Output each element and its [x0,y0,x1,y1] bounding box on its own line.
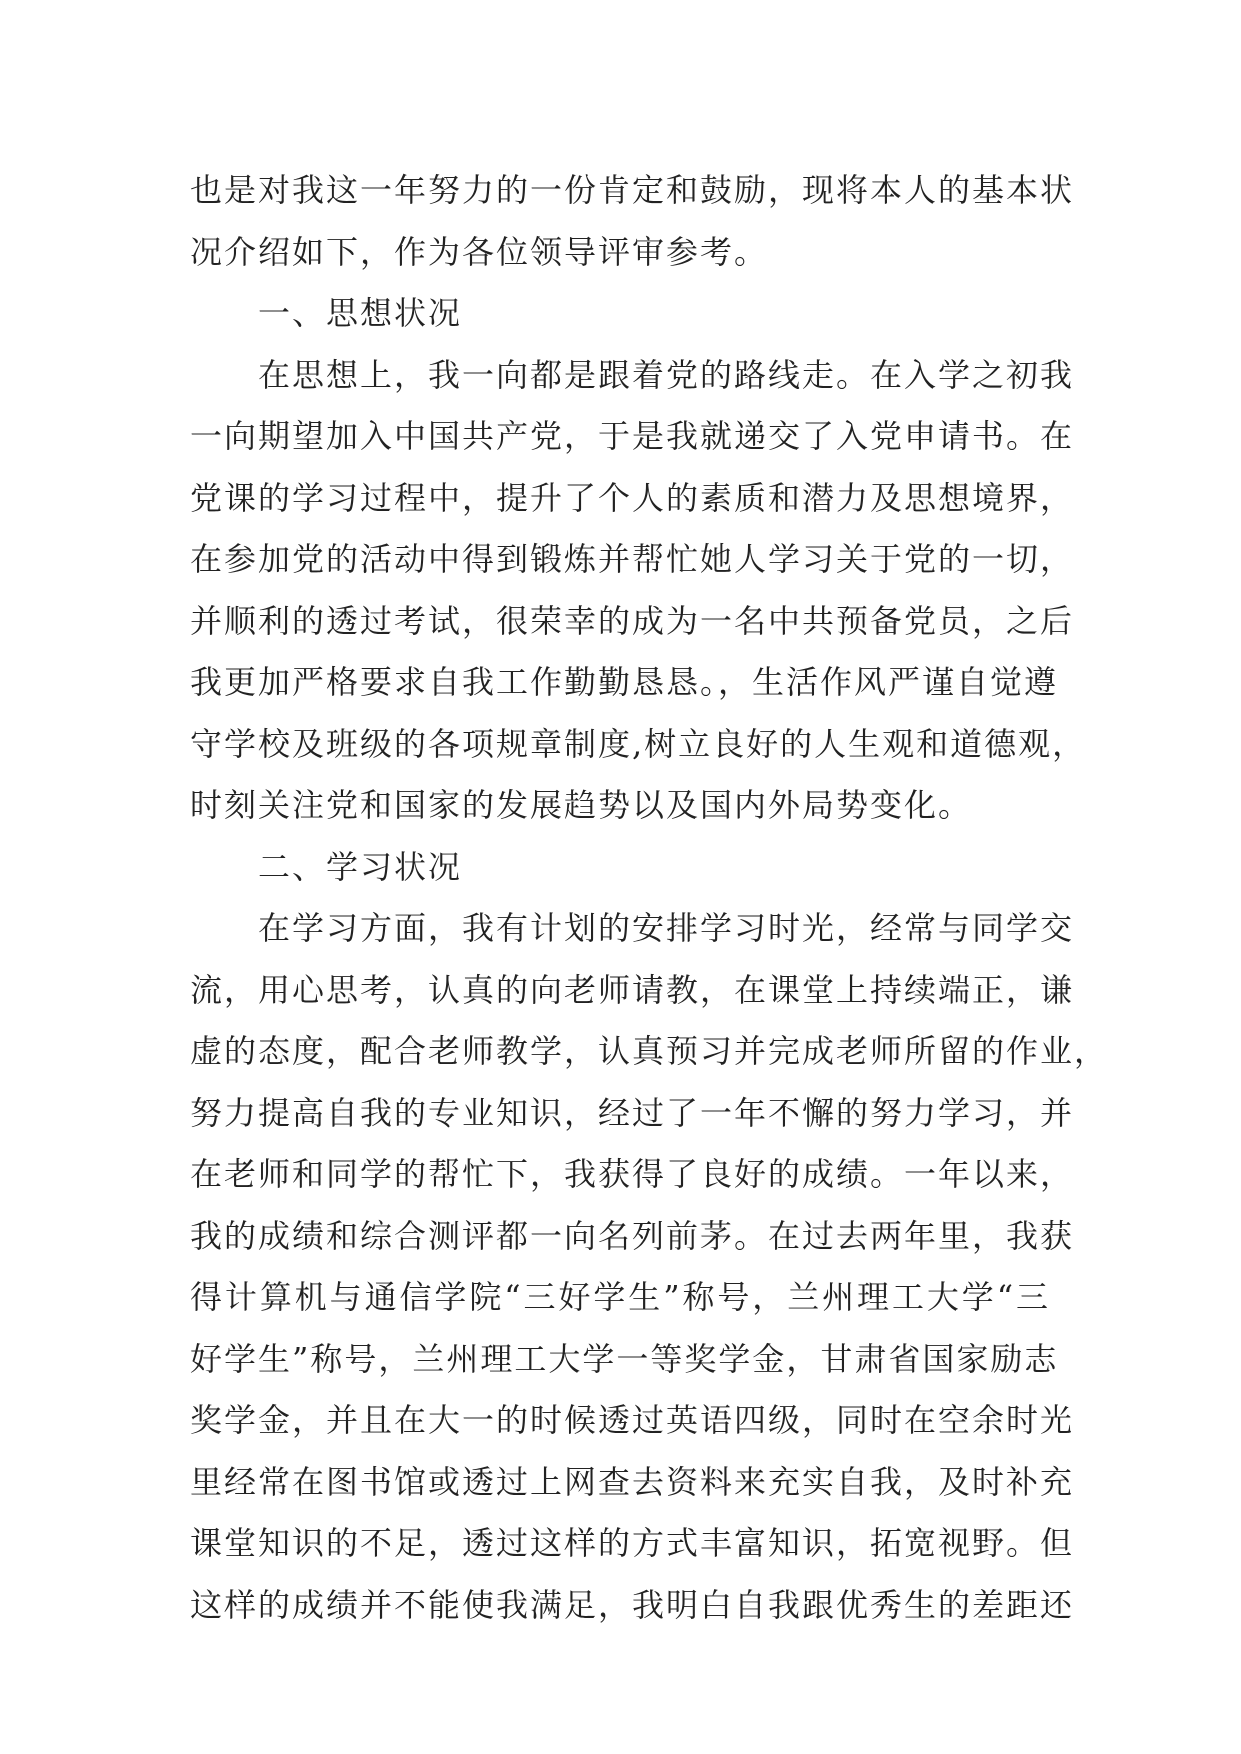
text-line: 奖学金，并且在大一的时候透过英语四级，同时在空余时光 [190,1401,1075,1439]
section-heading: 二、学习状况 [258,847,463,886]
text-line: 流，用心思考，认真的向老师请教，在课堂上持续端正，谦 [190,970,1075,1009]
text-line: 我的成绩和综合测评都一向名列前茅。在过去两年里，我获 [190,1216,1075,1255]
text-line: 在老师和同学的帮忙下，我获得了良好的成绩。一年以来， [190,1155,1075,1193]
text-line: 里经常在图书馆或透过上网查去资料来充实自我，及时补充 [190,1462,1075,1501]
text-line: 在参加党的活动中得到锻炼并帮忙她人学习关于党的一切， [190,540,1075,578]
text-line: 时刻关注党和国家的发展趋势以及国内外局势变化。 [190,786,973,824]
text-line: 况介绍如下，作为各位领导评审参考。 [190,232,769,271]
text-line: 得计算机与通信学院“三好学生”称号，兰州理工大学“三 [190,1278,1050,1316]
text-line: 一向期望加入中国共产党，于是我就递交了入党申请书。在 [190,417,1075,455]
text-line: 我更加严格要求自我工作勤勤恳恳。，生活作风严谨自觉遵 [190,663,1059,701]
text-line: 这样的成绩并不能使我满足，我明白自我跟优秀生的差距还 [190,1585,1075,1624]
text-line: 并顺利的透过考试，很荣幸的成为一名中共预备党员，之后 [190,601,1075,640]
text-line: 虚的态度，配合老师教学，认真预习并完成老师所留的作业， [190,1032,1109,1070]
document-body [190,160,1109,1636]
text-line: 在学习方面，我有计划的安排学习时光，经常与同学交 [258,909,1075,947]
section-heading: 一、思想状况 [258,294,463,332]
text-line: 也是对我这一年努力的一份肯定和鼓励，现将本人的基本状 [190,171,1075,209]
text-line: 课堂知识的不足，透过这样的方式丰富知识，拓宽视野。但 [190,1524,1075,1562]
text-line: 好学生”称号，兰州理工大学一等奖学金，甘肃省国家励志 [190,1339,1059,1378]
text-line: 党课的学习过程中，提升了个人的素质和潜力及思想境界， [190,478,1075,517]
text-line: 在思想上，我一向都是跟着党的路线走。在入学之初我 [258,355,1075,394]
text-line: 努力提高自我的专业知识，经过了一年不懈的努力学习，并 [190,1093,1075,1132]
text-line: 守学校及班级的各项规章制度,树立良好的人生观和道德观， [190,724,1087,763]
